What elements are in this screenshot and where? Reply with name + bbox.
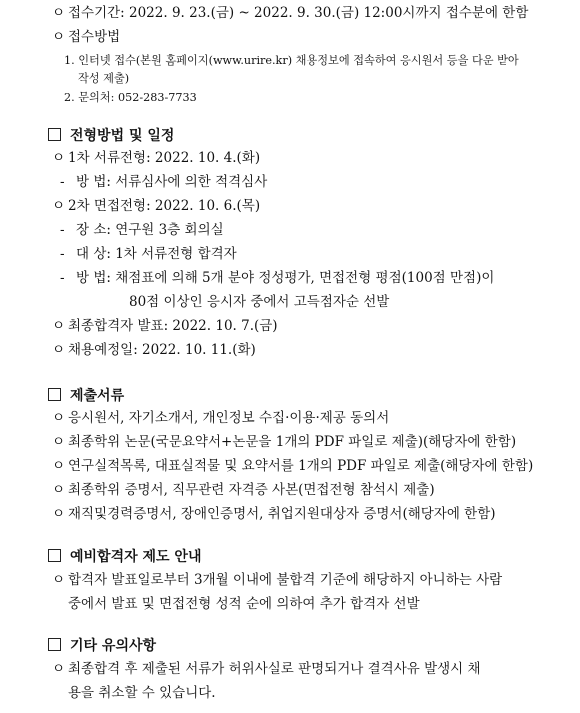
section-checkbox-marker bbox=[48, 128, 61, 141]
reserve-line-cont: 중에서 발표 및 면접전형 성적 순에 의하여 추가 합격자 선발 bbox=[68, 596, 420, 612]
dash-marker: - bbox=[60, 246, 65, 262]
schedule-second-stage bbox=[52, 200, 260, 214]
reserve-line bbox=[52, 574, 502, 588]
document-item-text: 최종학위 증명서, 직무관련 자격증 사본(면접전형 참석시 제출) bbox=[68, 482, 435, 498]
bullet-marker: ㅇ bbox=[52, 482, 66, 498]
bullet-marker: ㅇ bbox=[52, 661, 66, 677]
section-heading-schedule bbox=[48, 128, 174, 143]
document-item bbox=[52, 484, 435, 498]
apply-period bbox=[52, 7, 528, 21]
document-item bbox=[52, 412, 389, 426]
section-heading-notes bbox=[48, 638, 156, 653]
schedule-second-method-cont: 80점 이상인 응시자 중에서 고득점자순 선발 bbox=[129, 294, 390, 310]
schedule-second-stage-text: 2차 면접전형: 2022. 10. 6.(목) bbox=[68, 198, 261, 214]
notes-line-text: 최종합격 후 제출된 서류가 허위사실로 판명되거나 결격사유 발생시 채 bbox=[68, 661, 481, 677]
bullet-marker: ㅇ bbox=[52, 410, 66, 426]
document-item-text: 최종학위 논문(국문요약서+논문을 1개의 PDF 파일로 제출)(해당자에 한함) bbox=[68, 434, 517, 450]
apply-method-text: 접수방법 bbox=[68, 29, 121, 45]
bullet-marker: ㅇ bbox=[52, 506, 66, 522]
bullet-marker: ㅇ bbox=[52, 29, 66, 45]
schedule-first-stage-text: 1차 서류전형: 2022. 10. 4.(화) bbox=[68, 150, 261, 166]
schedule-final-announce bbox=[52, 320, 278, 334]
section-title: 예비합격자 제도 안내 bbox=[70, 549, 202, 565]
notes-line bbox=[52, 663, 481, 677]
schedule-first-stage bbox=[52, 152, 260, 166]
schedule-hire-date-text: 채용예정일: 2022. 10. 11.(화) bbox=[68, 342, 256, 358]
document-item-text: 재직및경력증명서, 장애인증명서, 취업지원대상자 증명서(해당자에 한함) bbox=[68, 506, 496, 522]
section-title: 전형방법 및 일정 bbox=[70, 128, 175, 144]
bullet-marker: ㅇ bbox=[52, 150, 66, 166]
section-heading-documents bbox=[48, 388, 124, 403]
bullet-marker: ㅇ bbox=[52, 434, 66, 450]
bullet-marker: ㅇ bbox=[52, 318, 66, 334]
dash-marker: - bbox=[60, 174, 65, 190]
section-title: 기타 유의사항 bbox=[70, 638, 157, 654]
section-heading-reserve bbox=[48, 549, 201, 564]
schedule-second-place-text: 장 소: 연구원 3층 회의실 bbox=[76, 222, 224, 238]
bullet-marker: ㅇ bbox=[52, 572, 66, 588]
schedule-hire-date bbox=[52, 344, 256, 358]
schedule-first-method-text: 방 법: 서류심사에 의한 적격심사 bbox=[76, 174, 268, 190]
section-checkbox-marker bbox=[48, 388, 61, 401]
reserve-line-text: 합격자 발표일로부터 3개월 이내에 불합격 기준에 해당하지 아니하는 사람 bbox=[68, 572, 503, 588]
section-title: 제출서류 bbox=[70, 388, 125, 404]
bullet-marker: ㅇ bbox=[52, 198, 66, 214]
bullet-marker: ㅇ bbox=[52, 5, 66, 21]
notes-line-cont: 용을 취소할 수 있습니다. bbox=[68, 685, 216, 701]
schedule-first-method bbox=[60, 176, 267, 190]
schedule-final-announce-text: 최종합격자 발표: 2022. 10. 7.(금) bbox=[68, 318, 278, 334]
schedule-second-target-text: 대 상: 1차 서류전형 합격자 bbox=[76, 246, 237, 262]
dash-marker: - bbox=[60, 270, 65, 286]
apply-method bbox=[52, 31, 120, 45]
section-checkbox-marker bbox=[48, 549, 61, 562]
document-item-text: 연구실적목록, 대표실적물 및 요약서를 1개의 PDF 파일로 제출(해당자에 한함) bbox=[68, 458, 534, 474]
bullet-marker: ㅇ bbox=[52, 342, 66, 358]
bullet-marker: ㅇ bbox=[52, 458, 66, 474]
document-item bbox=[52, 460, 533, 474]
schedule-second-method-text: 방 법: 채점표에 의해 5개 분야 정성평가, 면접전형 평점(100점 만점)이 bbox=[76, 270, 495, 286]
document-item bbox=[52, 508, 496, 522]
document-item-text: 응시원서, 자기소개서, 개인정보 수집·이용·제공 동의서 bbox=[68, 410, 390, 426]
apply-method-item-2: 2. 문의처: 052-283-7733 bbox=[64, 91, 197, 104]
section-checkbox-marker bbox=[48, 638, 61, 651]
schedule-second-place bbox=[60, 224, 224, 238]
document-item bbox=[52, 436, 516, 450]
apply-period-text: 접수기간: 2022. 9. 23.(금) ~ 2022. 9. 30.(금) 12:00시까지 접수분에 한함 bbox=[68, 5, 529, 21]
schedule-second-method bbox=[60, 272, 494, 286]
apply-method-item-1-cont: 작성 제출) bbox=[78, 72, 130, 85]
apply-method-item-1: 1. 인터넷 접수(본원 홈페이지(www.urire.kr) 채용정보에 접속하여 응시원서 등을 다운 받아 bbox=[64, 54, 519, 67]
schedule-second-target bbox=[60, 248, 237, 262]
dash-marker: - bbox=[60, 222, 65, 238]
